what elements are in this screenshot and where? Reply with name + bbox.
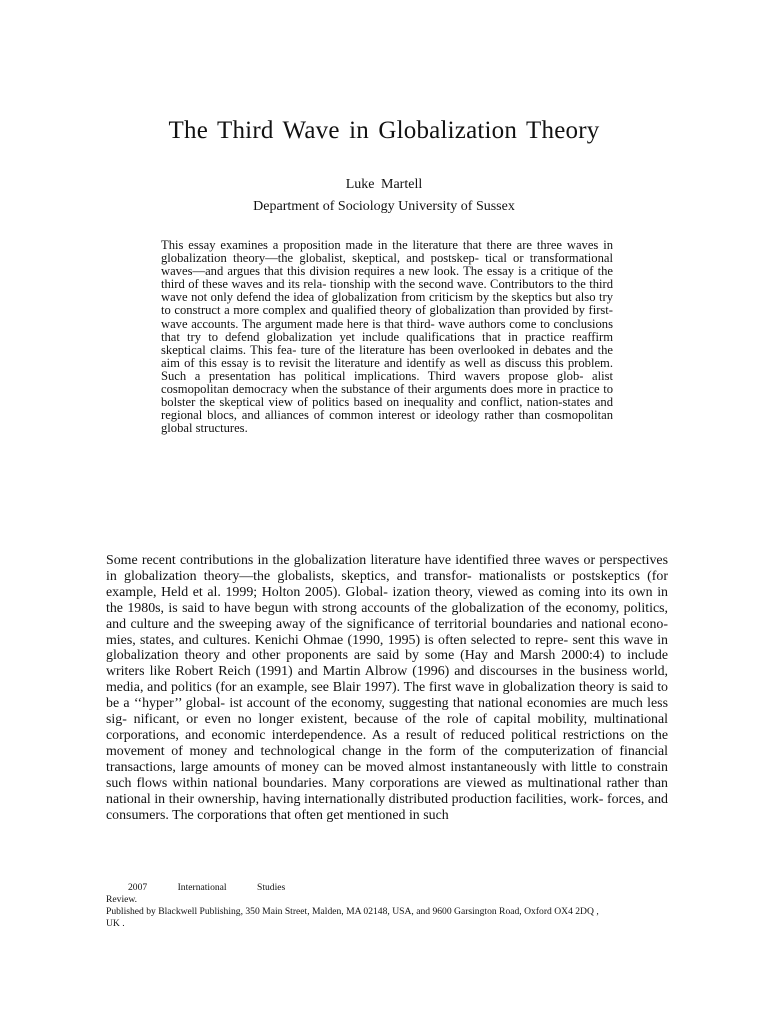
- author-name: Luke Martell: [345, 177, 423, 192]
- paper-title: The Third Wave in Globalization Theory: [168, 117, 600, 144]
- footnote-publisher-line: Published by Blackwell Publishing, 350 Main Street, Malden, MA 02148, USA, and 9600 Garsington Road, Oxford OX4 2DQ ,: [106, 906, 599, 917]
- footnote-review-line: Review.: [106, 894, 138, 905]
- publication-footnote: [106, 882, 668, 930]
- footnote-country-line: UK .: [106, 918, 125, 929]
- abstract-paragraph: This essay examines a proposition made in the literature that there are three waves in globalization theory—the globalist, skeptical, and postskep- tical or transformational waves—and argues that this division requires a new look. The essay is a critique of the third of these waves and its rela- tionship with the second wave. Contributors to the third wave not only defend the idea of globalization from criticism by the skeptics but also try to construct a more complex and qualified theory of globalization than provided by first-wave accounts. The argument made here is that third- wave authors come to conclusions that try to defend globalization yet include qualifications that in practice reaffirm skeptical claims. This fea- ture of the literature has been overlooked in debates and the aim of this essay is to revisit the literature and identify as well as discuss this problem. Such a presentation has political implications. Third wavers propose glob- alist cosmopolitan democracy when the substance of their arguments does more in practice to bolster the skeptical view of politics based on inequality and conflict, nation-states and regional blocs, and alliances of common interest or ideology rather than cosmopolitan global structures.: [161, 238, 613, 436]
- footnote-journal-line: 2007 International Studies: [128, 882, 286, 893]
- author-affiliation: Department of Sociology University of Sussex: [253, 199, 515, 214]
- body-paragraph: Some recent contributions in the globalization literature have identified three waves or perspectives in globalization theory—the globalists, skeptics, and transfor- mationalists or postskeptics (for example, Held et al. 1999; Holton 2005). Global- ization theory, viewed as coming into its own in the 1980s, is said to have begun with strong accounts of the globalization of the economy, politics, and culture and the sweeping away of the significance of territorial boundaries and national econo- mies, states, and cultures. Kenichi Ohmae (1990, 1995) is often selected to repre- sent this wave in globalization theory and other proponents are said by some (Hay and Marsh 2000:4) to include writers like Robert Reich (1991) and Martin Albrow (1996) and discourses in the business world, media, and politics (for an example, see Blair 1997). The first wave in globalization theory is said to be a ‘‘hyper’’ global- ist account of the economy, suggesting that national economies are much less sig- nificant, or even no longer existent, because of the role of capital mobility, multinational corporations, and economic interdependence. As a result of reduced political restrictions on the movement of money and technological change in the form of the computerization of financial transactions, large amounts of money can be moved almost instantaneously with little to constrain such flows within national boundaries. Many corporations are viewed as multinational rather than national in their ownership, having internationally distributed production facilities, work- forces, and consumers. The corporations that often get mentioned in such: [106, 553, 668, 823]
